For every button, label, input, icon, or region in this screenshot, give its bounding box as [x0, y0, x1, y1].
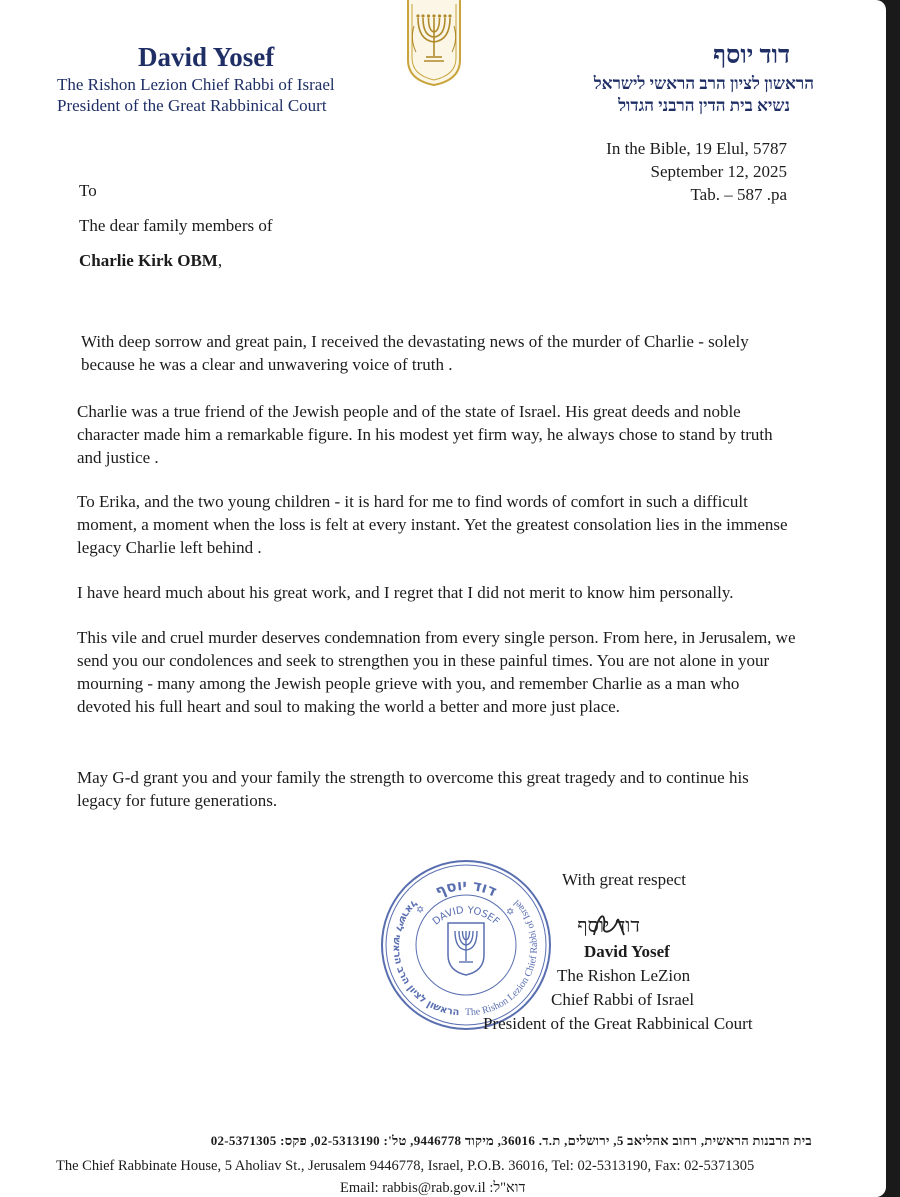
handwritten-signature	[577, 905, 694, 941]
signatory-title-1: The Rishon LeZion	[557, 966, 691, 985]
reference-number: Tab. – 587 .pa	[690, 185, 787, 204]
body-paragraph-2: Charlie was a true friend of the Jewish people and of the state of Israel. His great deeds and noble character made him a remarkable figure. In his modest yet firm way, he always chose to stand by truth and justice .	[77, 402, 773, 467]
stamp-star-icon-left: ✡	[416, 905, 425, 916]
stamp-ring-en-side: The Rishon Lezion Chief Rabbi of Israel	[464, 897, 540, 1019]
signatory-title-3: President of the Great Rabbinical Court	[483, 1014, 753, 1033]
letterhead-title-he-2: נשיא בית הדין הרבני הגדול	[618, 96, 790, 115]
recipient-suffix: ,	[217, 251, 223, 270]
body-paragraph-4: I have heard much about his great work, and I regret that I did not merit to know him personally.	[77, 583, 734, 602]
body-paragraph-5: This vile and cruel murder deserves condemnation from every single person. From here, in Jerusalem, we send you our condolences and seek to strengthen you in these painful times. You are not alone in your mourning - many among the Jewish people grieve with you, and remember Charlie as a man who devoted his full heart and soul to making the world a better and more just place.	[77, 628, 796, 716]
body-paragraph-6: May G-d grant you and your family the strength to overcome this great tragedy and to continue his legacy for future generations.	[77, 768, 749, 810]
stamp-ring-he-side: הראשון לציון הרב הראשי לישראל	[390, 897, 460, 1019]
stamp-ring-en-top: DAVID YOSEF	[430, 905, 502, 928]
letterhead-title-en-2: President of the Great Rabbinical Court	[57, 96, 327, 115]
salutation-dear: The dear family members of	[79, 216, 273, 235]
stamp-ring-he-top: דוד יוסף	[432, 875, 500, 901]
hebrew-date: In the Bible, 19 Elul, 5787	[606, 139, 787, 158]
menorah-emblem-icon	[404, 0, 464, 86]
letterhead-title-en-1: The Rishon Lezion Chief Rabbi of Israel	[57, 75, 335, 94]
svg-text:דוד יוסף: דוד יוסף	[577, 913, 640, 937]
letterhead-name-he: דוד יוסף	[713, 42, 790, 69]
recipient-bold: Charlie Kirk OBM	[79, 251, 218, 270]
body-paragraph-1: With deep sorrow and great pain, I received the devastating news of the murder of Charlie - solely because he was a clear and unwavering voice of truth .	[81, 332, 749, 374]
recipient-name	[79, 251, 222, 271]
salutation-to: To	[79, 181, 97, 200]
stamp-menorah-icon	[448, 923, 484, 975]
date-block	[606, 137, 787, 206]
letterhead-title-he-1: הראשון לציון הרב הראשי לישראל	[593, 74, 814, 93]
gregorian-date: September 12, 2025	[650, 162, 787, 181]
letterhead-name-en: David Yosef	[138, 42, 275, 72]
signatory-title-2: Chief Rabbi of Israel	[551, 990, 695, 1009]
official-stamp	[376, 855, 556, 1035]
footer-english-address: The Chief Rabbinate House, 5 Aholiav St., Jerusalem 9446778, Israel, P.O.B. 36016, Tel: 02-5313190, Fax: 02-5371305	[56, 1158, 755, 1174]
body-paragraph-3: To Erika, and the two young children - it is hard for me to find words of comfort in such a difficult moment, a moment when the loss is felt at every instant. Yet the greatest consolation lies in the immense legacy Charlie left behind .	[77, 492, 788, 557]
footer-email: Email: rabbis@rab.gov.il :דוא"ל	[340, 1180, 526, 1196]
signatory-name: David Yosef	[584, 942, 670, 961]
stamp-star-icon-right: ✡	[506, 907, 515, 918]
closing-respect: With great respect	[562, 870, 686, 889]
footer-hebrew-address: בית הרבנות הראשית, רחוב אהליאב 5, ירושלים, ת.ד. 36016, מיקוד 9446778, טל': 02-5313190, פקס: 02-5371305	[210, 1133, 812, 1148]
